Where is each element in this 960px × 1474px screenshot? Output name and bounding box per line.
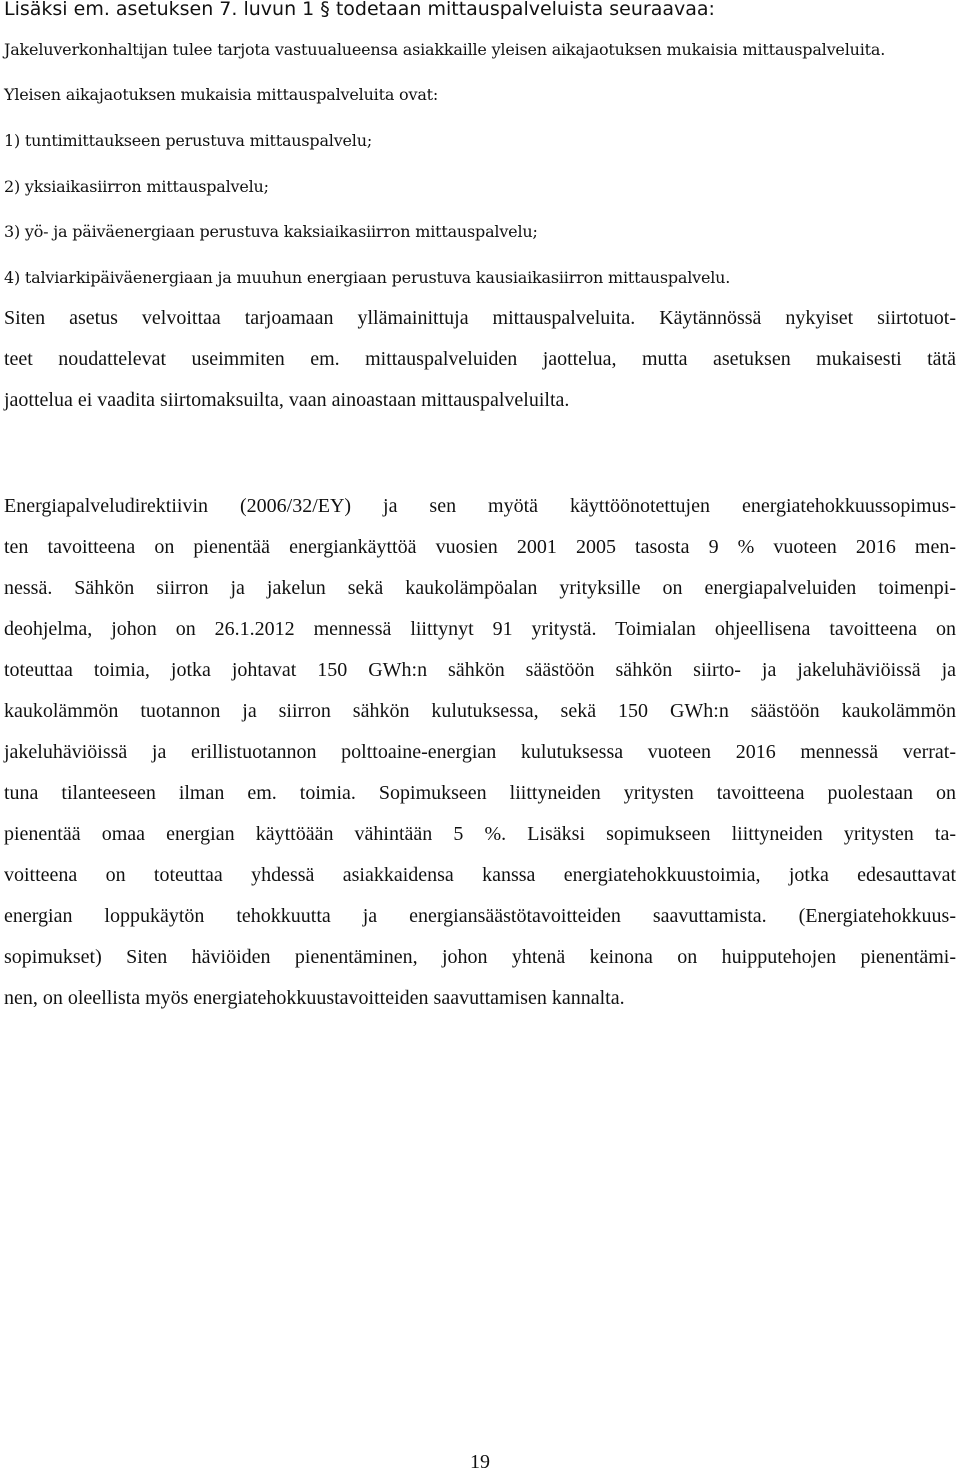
- paragraph-line: toteuttaa toimia, jotka johtavat 150 GWh:n sähkön säästöön sähkön siirto- ja jakeluhäviöissä ja: [4, 659, 956, 681]
- paragraph-line: pienentää omaa energian käyttöään vähintään 5 %. Lisäksi sopimukseen liittyneiden yritysten ta-: [4, 823, 956, 845]
- quote-list-intro: Yleisen aikajaotuksen mukaisia mittauspalveluita ovat:: [4, 85, 439, 104]
- paragraph-line: voitteena on toteuttaa yhdessä asiakkaidensa kanssa energiatehokkuustoimia, jotka edesauttavat: [4, 864, 956, 886]
- quote-obligation: Jakeluverkonhaltijan tulee tarjota vastuualueensa asiakkaille yleisen aikajaotuksen mukaisia mittauspalveluita.: [4, 40, 886, 59]
- quote-item-3: 3) yö- ja päiväenergiaan perustuva kaksiaikasiirron mittauspalvelu;: [4, 222, 538, 241]
- paragraph-line: energian loppukäytön tehokkuutta ja energiansäästötavoitteiden saavuttamista. (Energiatehokkuus-: [4, 905, 956, 927]
- paragraph-line: sopimukset) Siten häviöiden pienentäminen, johon yhtenä keinona on huipputehojen pienentämi-: [4, 946, 956, 968]
- page-number: 19: [470, 1451, 490, 1473]
- paragraph-line: Siten asetus velvoittaa tarjoamaan yllämainittuja mittauspalveluita. Käytännössä nykyiset siirtotuot-: [4, 307, 956, 329]
- paragraph-line: kaukolämmön tuotannon ja siirron sähkön kulutuksessa, sekä 150 GWh:n säästöön kaukolämmön: [4, 700, 956, 722]
- paragraph-line: tuna tilanteeseen ilman em. toimia. Sopimukseen liittyneiden yritysten tavoitteena puolestaan on: [4, 782, 956, 804]
- paragraph-line: jaottelua ei vaadita siirtomaksuilta, vaan ainoastaan mittauspalveluilta.: [4, 389, 570, 411]
- paragraph-line: ten tavoitteena on pienentää energiankäyttöä vuosien 2001 2005 tasosta 9 % vuoteen 2016 men-: [4, 536, 956, 558]
- quote-item-2: 2) yksiaikasiirron mittauspalvelu;: [4, 177, 269, 196]
- paragraph-line: teet noudattelevat useimmiten em. mittauspalveluiden jaottelua, mutta asetuksen mukaisesti tätä: [4, 348, 956, 370]
- quote-item-4: 4) talviarkipäiväenergiaan ja muuhun energiaan perustuva kausiaikasiirron mittauspalvelu.: [4, 268, 731, 287]
- paragraph-line: jakeluhäviöissä ja erillistuotannon polttoaine-energian kulutuksessa vuoteen 2016 mennessä verrat-: [4, 741, 956, 763]
- paragraph-line: deohjelma, johon on 26.1.2012 mennessä liittynyt 91 yritystä. Toimialan ohjeellisena tavoitteena on: [4, 618, 956, 640]
- quote-item-1: 1) tuntimittaukseen perustuva mittauspalvelu;: [4, 131, 373, 150]
- paragraph-line: nessä. Sähkön siirron ja jakelun sekä kaukolämpöalan yrityksille on energiapalveluiden toimenpi-: [4, 577, 956, 599]
- paragraph-energy-efficiency: [4, 486, 956, 1019]
- quote-intro: Lisäksi em. asetuksen 7. luvun 1 § todetaan mittauspalveluista seuraavaa:: [4, 0, 715, 20]
- paragraph-line: Energiapalveludirektiivin (2006/32/EY) ja sen myötä käyttöönotettujen energiatehokkuussopimus-: [4, 495, 956, 517]
- paragraph-line: nen, on oleellista myös energiatehokkuustavoitteiden saavuttamisen kannalta.: [4, 987, 625, 1009]
- paragraph-measurement-services: [4, 298, 956, 421]
